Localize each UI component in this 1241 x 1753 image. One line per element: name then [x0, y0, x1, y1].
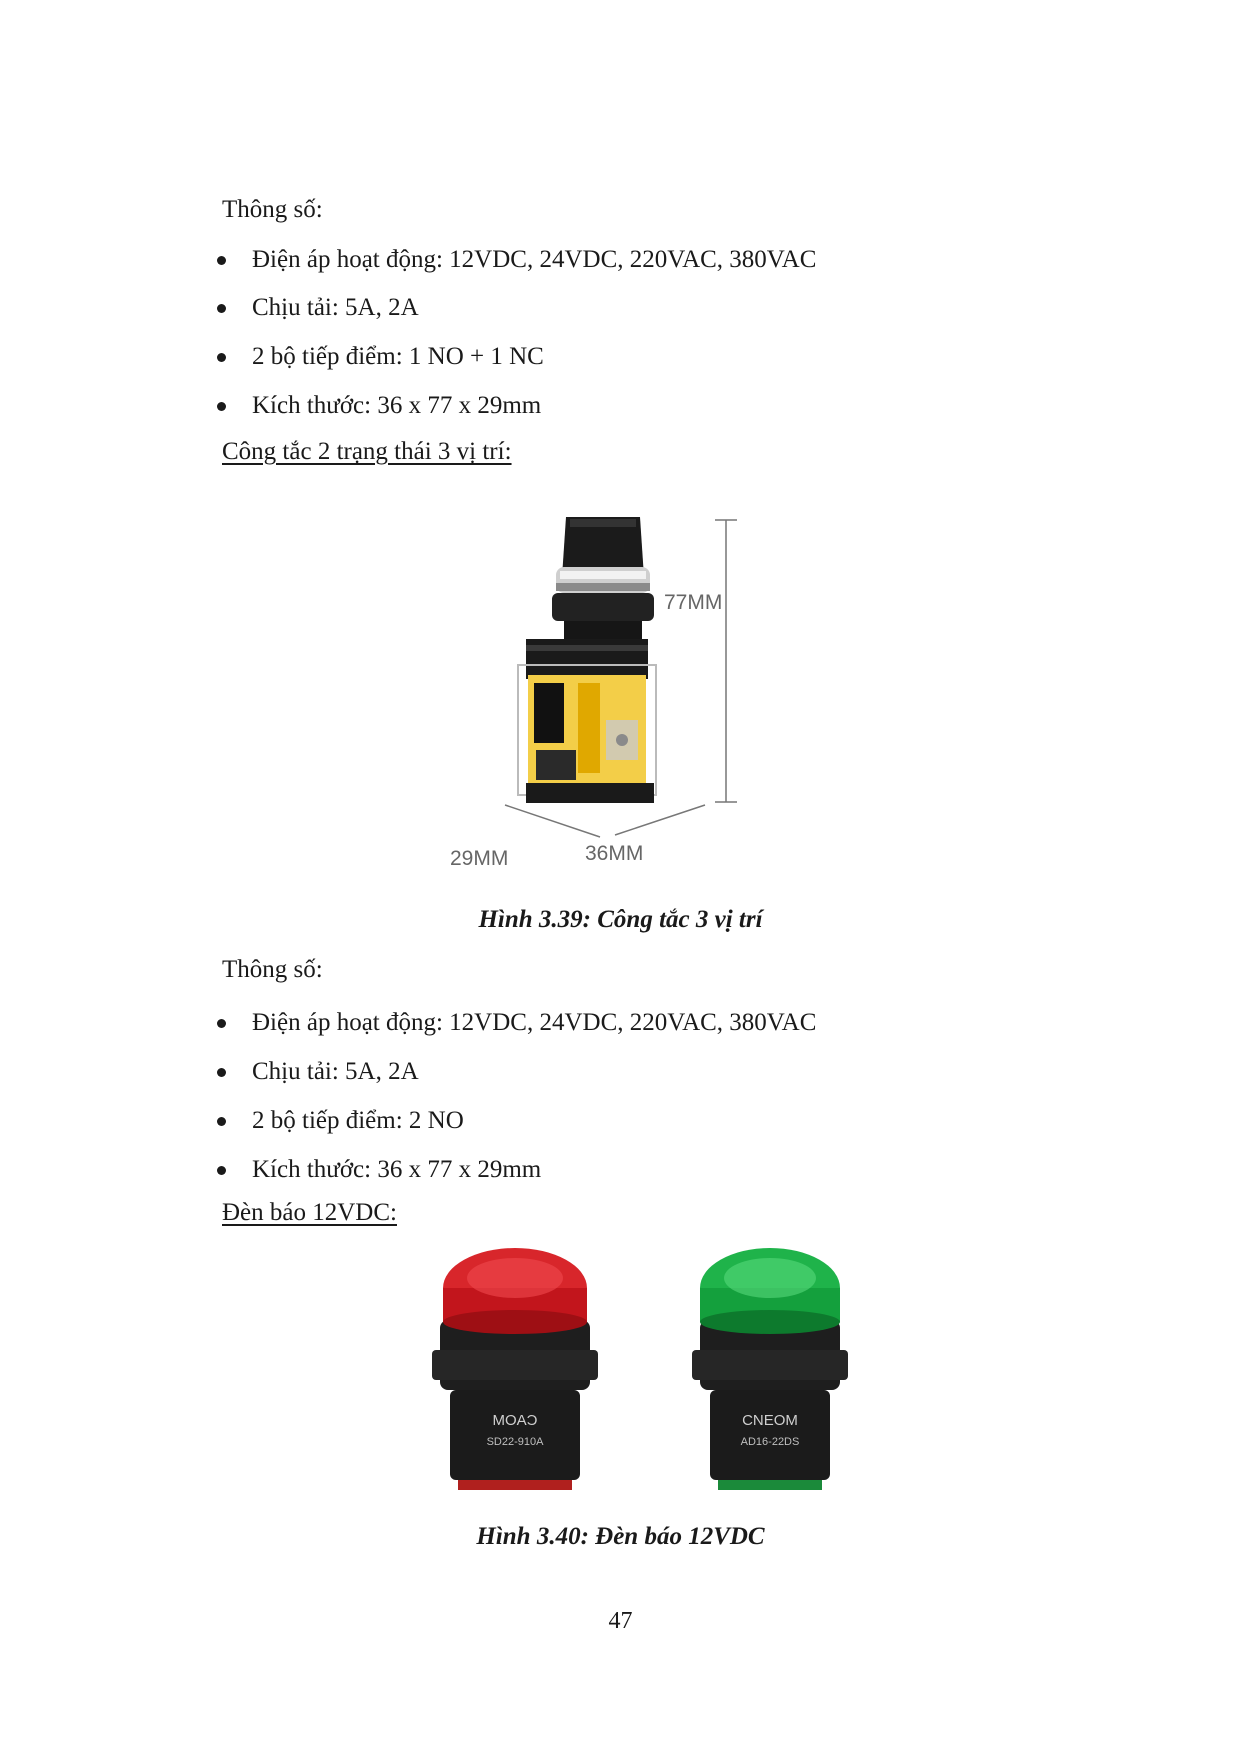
green-lamp — [692, 1248, 848, 1490]
selector-switch-image — [450, 505, 790, 870]
bullet-dot — [217, 353, 226, 362]
subheading-indicator-lamp: Đèn báo 12VDC: — [222, 1199, 397, 1226]
bullet-dot — [217, 1019, 226, 1028]
spec-item: Điện áp hoạt động: 12VDC, 24VDC, 220VAC, 380VAC — [252, 1009, 817, 1036]
spec-heading-2: Thông số: — [222, 956, 323, 983]
spec-item: Chịu tải: 5A, 2A — [252, 294, 419, 321]
spec-item: Kích thước: 36 x 77 x 29mm — [252, 392, 542, 419]
dimension-77mm: 77MM — [664, 591, 723, 614]
spec-item: Điện áp hoạt động: 12VDC, 24VDC, 220VAC, 380VAC — [252, 246, 817, 273]
bullet-dot — [217, 1166, 226, 1175]
spec-item: 2 bộ tiếp điểm: 2 NO — [252, 1107, 464, 1134]
spec-item: 2 bộ tiếp điểm: 1 NO + 1 NC — [252, 343, 544, 370]
bullet-dot — [217, 1068, 226, 1077]
bullet-dot — [217, 402, 226, 411]
svg-text:CNEOM: CNEOM — [742, 1412, 798, 1429]
figure-caption-3-39: Hình 3.39: Công tắc 3 vị trí — [478, 906, 763, 933]
bullet-dot — [217, 1117, 226, 1126]
dimension-29mm: 29MM — [450, 847, 509, 870]
indicator-lamps-image — [420, 1240, 860, 1500]
svg-text:MOAƆ: MOAƆ — [492, 1412, 538, 1429]
page-number: 47 — [608, 1608, 633, 1634]
dimension-36mm: 36MM — [585, 842, 644, 865]
subheading-selector-switch: Công tắc 2 trạng thái 3 vị trí: — [222, 438, 512, 465]
bullet-dot — [217, 256, 226, 265]
spec-item: Chịu tải: 5A, 2A — [252, 1058, 419, 1085]
red-lamp — [432, 1248, 598, 1490]
svg-text:SD22-910A: SD22-910A — [486, 1436, 544, 1448]
figure-caption-3-40: Hình 3.40: Đèn báo 12VDC — [476, 1523, 765, 1550]
spec-heading-1: Thông số: — [222, 196, 323, 223]
bullet-dot — [217, 304, 226, 313]
spec-item: Kích thước: 36 x 77 x 29mm — [252, 1156, 542, 1183]
svg-text:AD16-22DS: AD16-22DS — [740, 1436, 800, 1448]
